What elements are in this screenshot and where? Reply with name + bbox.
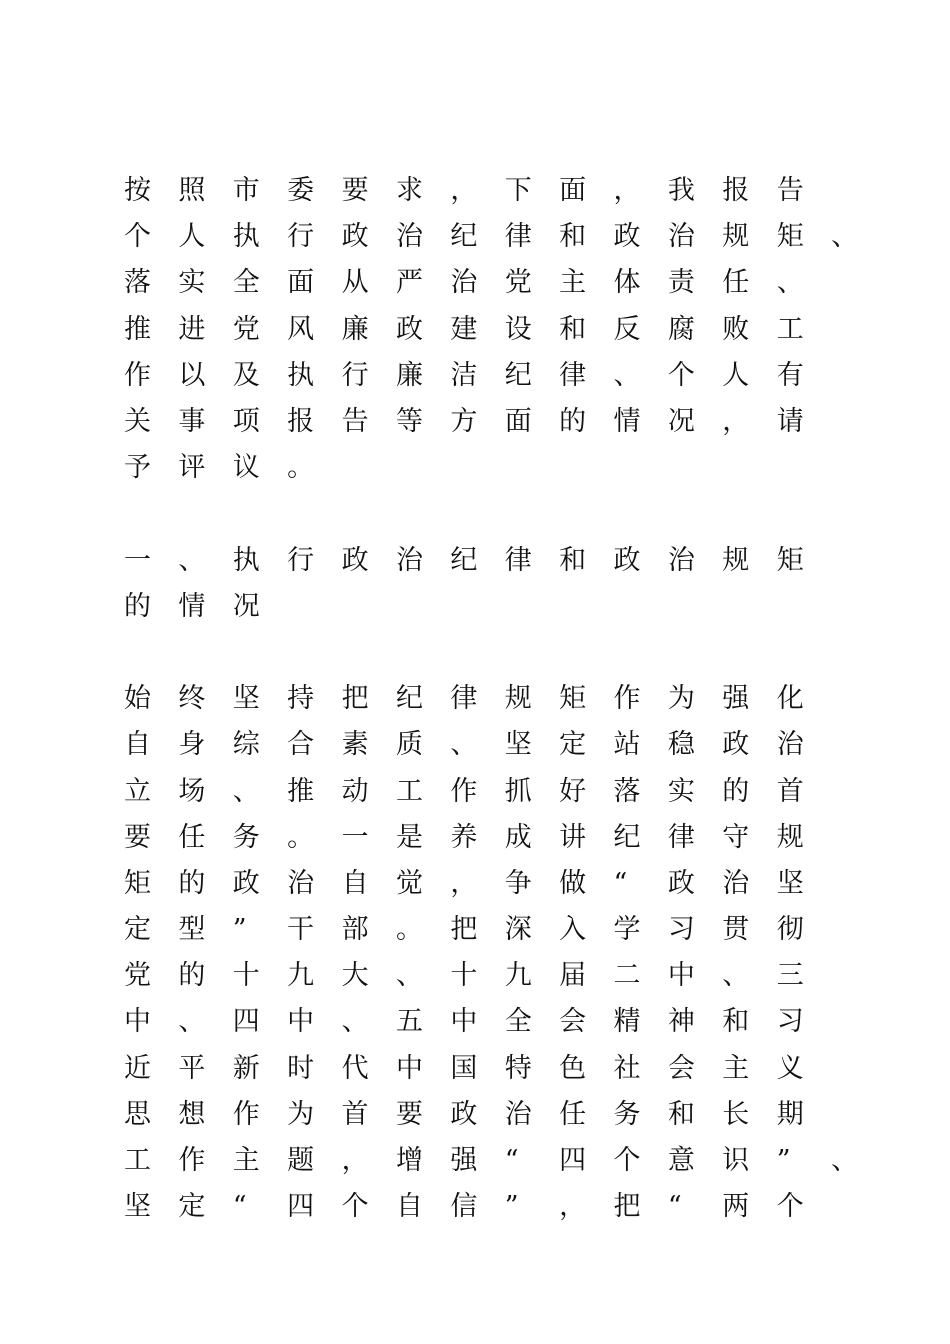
section-1-body-line: 矩 的 政 治 自 觉 ， 争 做 “ 政 治 坚 xyxy=(124,867,804,899)
section-1-body-line: 思 想 作 为 首 要 政 治 任 务 和 长 期 xyxy=(124,1098,804,1130)
section-1-body-line: 工 作 主 题 ， 增 强 “ 四 个 意 识 ” 、 xyxy=(124,1145,859,1177)
section-1-body-line: 中 、 四 中 、 五 中 全 会 精 神 和 习 xyxy=(124,1006,804,1038)
document-body xyxy=(122,168,862,1230)
section-1-body-line: 立 场 、 推 动 工 作 抓 好 落 实 的 首 xyxy=(124,775,804,807)
section-1-body-line: 自 身 综 合 素 质 、 坚 定 站 稳 政 治 xyxy=(124,729,804,761)
section-1-heading-line: 的 情 况 xyxy=(124,590,260,622)
intro-paragraph-line: 关 事 项 报 告 等 方 面 的 情 况 ， 请 xyxy=(124,406,804,438)
paragraph-spacer xyxy=(122,491,862,537)
intro-paragraph-line: 予 评 议 。 xyxy=(124,452,315,484)
section-1-heading-line: 一 、 执 行 政 治 纪 律 和 政 治 规 矩 xyxy=(124,544,804,576)
section-1-body-line: 近 平 新 时 代 中 国 特 色 社 会 主 义 xyxy=(124,1052,804,1084)
section-1-body-line: 党 的 十 九 大 、 十 九 届 二 中 、 三 xyxy=(124,960,804,992)
section-1-body-line: 定 型 ” 干 部 。 把 深 入 学 习 贯 彻 xyxy=(124,914,804,946)
section-1-body-line: 要 任 务 。 一 是 养 成 讲 纪 律 守 规 xyxy=(124,821,804,853)
section-1-body-line: 始 终 坚 持 把 纪 律 规 矩 作 为 强 化 xyxy=(124,683,804,715)
paragraph-spacer xyxy=(122,630,862,676)
intro-paragraph-line: 个 人 执 行 政 治 纪 律 和 政 治 规 矩 、 xyxy=(124,221,859,253)
section-1-body-line: 坚 定 “ 四 个 自 信 ” ， 把 “ 两 个 xyxy=(124,1191,804,1223)
intro-paragraph-line: 推 进 党 风 廉 政 建 设 和 反 腐 败 工 xyxy=(124,313,804,345)
intro-paragraph-line: 作 以 及 执 行 廉 洁 纪 律 、 个 人 有 xyxy=(124,359,804,391)
intro-paragraph-line: 落 实 全 面 从 严 治 党 主 体 责 任 、 xyxy=(124,267,804,299)
intro-paragraph-line: 按 照 市 委 要 求 ， 下 面 ， 我 报 告 xyxy=(124,175,804,207)
